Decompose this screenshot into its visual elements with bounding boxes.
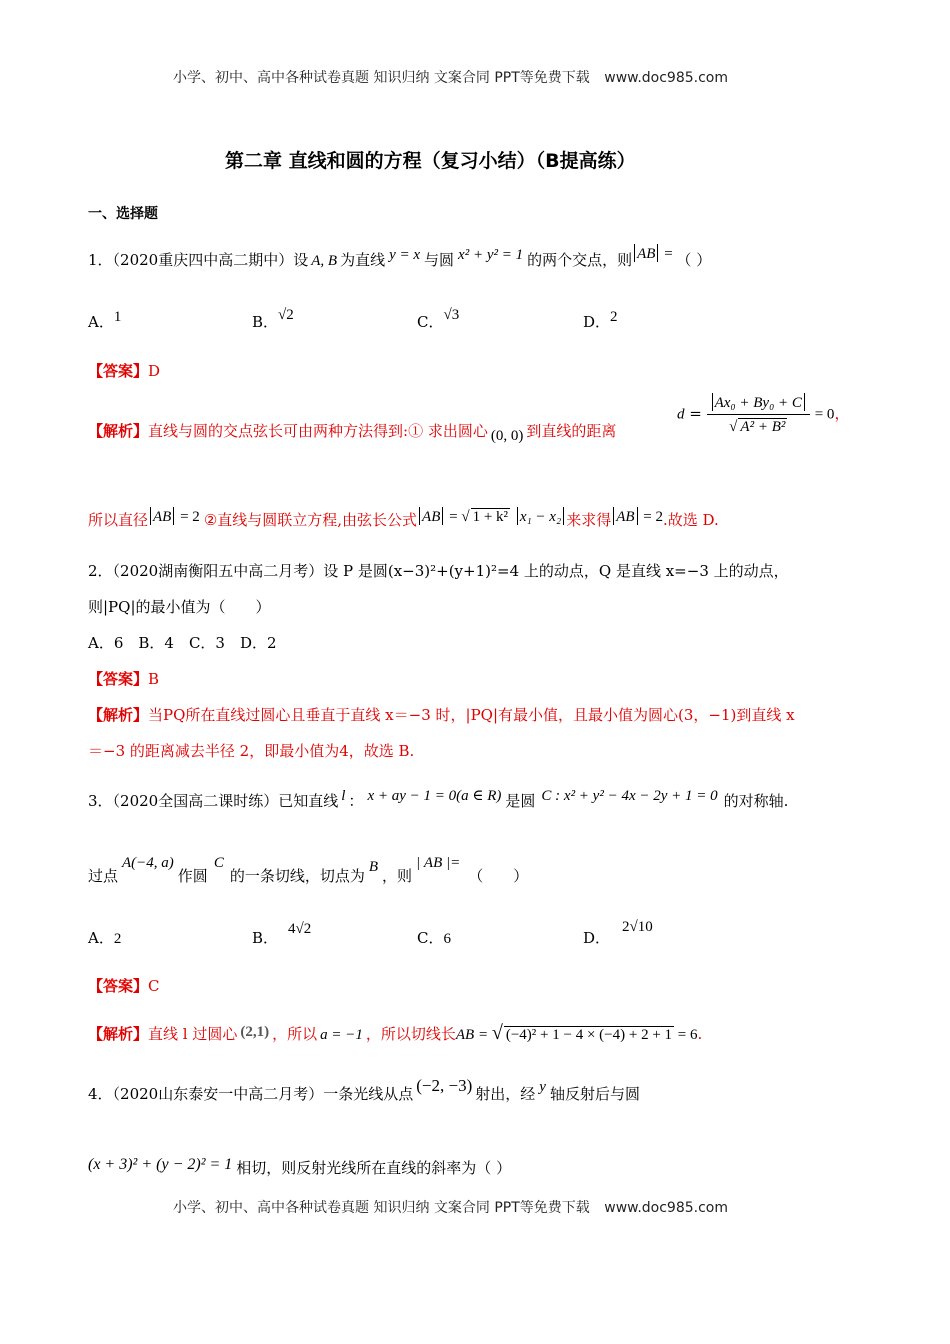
explanation-text: 所以直径	[88, 511, 149, 529]
question-3-line-1	[88, 790, 788, 811]
question-2-line-1: 2．（2020湖南衡阳五中高二月考）设 P 是圆(x−3)²+(y+1)²=4 上的动点，Q 是直线 x=−3 上的动点，	[88, 562, 789, 580]
footer-text: 小学、初中、高中各种试卷真题 知识归纳 文案合同 PPT等免费下载	[173, 1200, 590, 1216]
q3-text: 作圆	[177, 867, 208, 885]
option-value: 2	[113, 931, 122, 947]
answer-label: 【答案】	[88, 362, 149, 380]
option-value: √3	[443, 307, 460, 323]
option-label: B．	[252, 929, 279, 947]
q3-text: ，则	[382, 867, 413, 885]
q1-text: 的两个交点，则	[527, 251, 633, 269]
tangent-length-left: AB =	[455, 1027, 492, 1043]
question-2-line-2: 则|PQ|的最小值为（ ）	[88, 598, 271, 616]
option-label: C．	[417, 929, 444, 947]
q3-colon: ：	[348, 792, 364, 810]
q1-eq: = 2	[639, 509, 663, 525]
q3-answer	[88, 975, 160, 996]
q4-text: 相切，则反射光线所在直线的斜率为（ ）	[236, 1159, 512, 1177]
explanation-text: ②直线与圆联立方程,由弦长公式	[203, 511, 418, 529]
q1-paren: （ ）	[676, 251, 712, 269]
q3-text: 是圆	[505, 792, 536, 810]
footer-url[interactable]: www.doc985.com	[604, 1200, 728, 1216]
q1-distance-formula: d = $\frac{\text{Ax₀ + By₀ + C}}{\text{√ A² + B²}}$ = 0，	[677, 395, 850, 435]
option-label: B．	[252, 313, 279, 331]
explanation-text: ，所以切线长	[365, 1025, 456, 1043]
explanation-label: 【解析】	[88, 422, 149, 440]
header-text: 小学、初中、高中各种试卷真题 知识归纳 文案合同 PPT等免费下载	[173, 70, 590, 86]
q1-option-c[interactable]	[417, 307, 460, 332]
explanation-text: 当PQ所在直线过圆心且垂直于直线 x＝−3 时，|PQ|有最小值，且最小值为圆心(3，−1)到直线 x	[148, 706, 795, 724]
q4-circle-eq: (x + 3)² + (y − 2)² = 1	[88, 1156, 233, 1173]
q3-text: 的一条切线，切点为	[229, 867, 365, 885]
q3-center: (2,1)	[240, 1024, 270, 1040]
q3-option-a[interactable]	[88, 927, 121, 948]
q3-explanation: 【解析】直线 l 过圆心 (2,1) ，所以 a = −1 ，所以切线长AB = √ (−4)² + 1 − 4 × (−4) + 2 + 1 = 6.	[88, 1022, 703, 1044]
q3-l: l	[341, 788, 346, 804]
option-value: √2	[278, 307, 294, 323]
explanation-label: 【解析】	[88, 706, 149, 724]
q3-line-eq: x + ay − 1 = 0(a ∈ R)	[367, 788, 502, 804]
explanation-text: 到直线的距离	[526, 422, 617, 440]
q3-circle-eq: C : x² + y² − 4x − 2y + 1 = 0	[541, 788, 718, 804]
q2-options[interactable]: A．6 B．4 C．3 D．2	[88, 634, 277, 652]
comma: ，	[834, 404, 850, 423]
q3-source: （2020全国高二课时练）	[112, 792, 279, 810]
page-footer	[173, 1197, 728, 1217]
question-1	[88, 246, 712, 270]
q3-text: 已知直线	[278, 792, 339, 810]
q1-abs-ab: AB	[637, 246, 656, 262]
q4-point: (−2, −3)	[416, 1076, 473, 1095]
header-url[interactable]: www.doc985.com	[604, 70, 728, 86]
q1-eq: =	[660, 246, 677, 262]
q2-explanation-1	[88, 704, 795, 725]
option-value: 2√10	[622, 919, 653, 935]
q3-paren: （ ）	[468, 867, 529, 885]
option-label: A．	[88, 313, 114, 331]
option-label: C．	[417, 313, 444, 331]
page-header	[173, 67, 728, 87]
option-label: A．	[88, 929, 114, 947]
q3-point: A(−4, a)	[122, 855, 174, 871]
option-value: 2	[610, 309, 618, 325]
q1-source: （2020重庆四中高二期中）	[112, 251, 294, 269]
q1-abs-ab: AB	[616, 509, 635, 525]
option-label: D．	[583, 929, 611, 947]
section-heading: 一、选择题	[88, 206, 158, 222]
option-value: 6	[443, 931, 451, 947]
q3-a-value: a = −1	[320, 1027, 363, 1043]
q1-circle-eq: x² + y² = 1	[458, 247, 524, 263]
q1-option-a[interactable]	[88, 311, 121, 332]
explanation-text: 来求得	[566, 511, 612, 529]
dot: .	[697, 1025, 703, 1043]
chord-formula-left: AB	[422, 509, 441, 525]
distance-d: d	[677, 406, 685, 423]
chord-formula-x: x₁ − x₂	[519, 509, 562, 525]
chord-formula-eq: =	[445, 509, 462, 525]
answer-label: 【答案】	[88, 977, 149, 995]
question-4-line-1	[88, 1076, 640, 1104]
q3-abs-ab: | AB |=	[416, 855, 461, 871]
answer-label: 【答案】	[88, 670, 149, 688]
question-4-line-2	[88, 1157, 511, 1178]
q1-text: 与圆	[424, 251, 455, 269]
distance-denominator: A² + B²	[740, 419, 786, 435]
q3-option-c[interactable]	[417, 927, 451, 948]
q4-text: 轴反射后与圆	[549, 1085, 640, 1103]
q2-explanation-2: ＝−3 的距离减去半径 2，即最小值为4，故选 B.	[88, 742, 415, 760]
chord-formula-sqrt: 1 + k²	[472, 509, 509, 525]
q1-ab: A, B	[311, 253, 338, 269]
q1-explanation-2: 所以直径 AB = 2 ②直线与圆联立方程,由弦长公式 AB = √ 1 + k² x₁ − x₂ 来求得 AB = 2.故选 D.	[88, 509, 719, 529]
distance-fraction: $\frac{\text{Ax₀ + By₀ + C}}{\text{√ A² + B²}}$	[707, 393, 810, 436]
q1-line-eq: y = x	[389, 247, 421, 263]
answer-value: D	[148, 362, 161, 380]
q1-answer	[88, 360, 160, 381]
explanation-text: 直线 l 过圆心	[148, 1025, 238, 1043]
q1-center: (0, 0)	[490, 428, 524, 444]
q3-option-d[interactable]	[583, 919, 653, 948]
answer-value: B	[148, 670, 160, 688]
answer-value: C	[148, 977, 160, 995]
explanation-text: 直线与圆的交点弦长可由两种方法得到:① 求出圆心	[148, 422, 488, 440]
tangent-length-eq: = 6	[674, 1027, 698, 1043]
q3-text: 的对称轴.	[723, 792, 789, 810]
q4-y: y	[539, 1079, 546, 1095]
explanation-text: .故选 D.	[663, 511, 719, 529]
q2-answer	[88, 668, 159, 689]
q1-number: 1．	[88, 251, 113, 269]
option-label: D．	[583, 313, 611, 331]
option-value: 1	[113, 309, 122, 325]
q3-option-b[interactable]	[252, 921, 312, 948]
q1-eq: = 2	[176, 509, 200, 525]
q4-source: （2020山东泰安一中高二月考）	[112, 1085, 324, 1103]
question-3-line-2	[88, 855, 529, 886]
q3-number: 3．	[88, 792, 113, 810]
tangent-length-sqrt: (−4)² + 1 − 4 × (−4) + 2 + 1	[505, 1027, 673, 1043]
explanation-label: 【解析】	[88, 1025, 149, 1043]
q1-abs-ab: AB	[153, 509, 172, 525]
q3-c: C	[213, 855, 224, 871]
q4-text: 射出，经	[475, 1085, 536, 1103]
distance-eq: = 0	[814, 406, 835, 423]
q1-text: 设	[293, 251, 309, 269]
explanation-text: ，所以	[272, 1025, 318, 1043]
q4-text: 一条光线从点	[323, 1085, 414, 1103]
q1-option-b[interactable]	[252, 307, 294, 332]
distance-numerator: Ax₀ + By₀ + C	[714, 395, 802, 411]
option-value: 4√2	[288, 921, 312, 937]
q3-text: 过点	[88, 867, 119, 885]
page-title: 第二章 直线和圆的方程（复习小结）（B提高练）	[225, 150, 636, 172]
q1-explanation-1	[88, 420, 617, 444]
q4-number: 4．	[88, 1085, 113, 1103]
q1-option-d[interactable]	[583, 311, 618, 332]
q3-b: B	[368, 859, 379, 875]
q1-text: 为直线	[340, 251, 386, 269]
